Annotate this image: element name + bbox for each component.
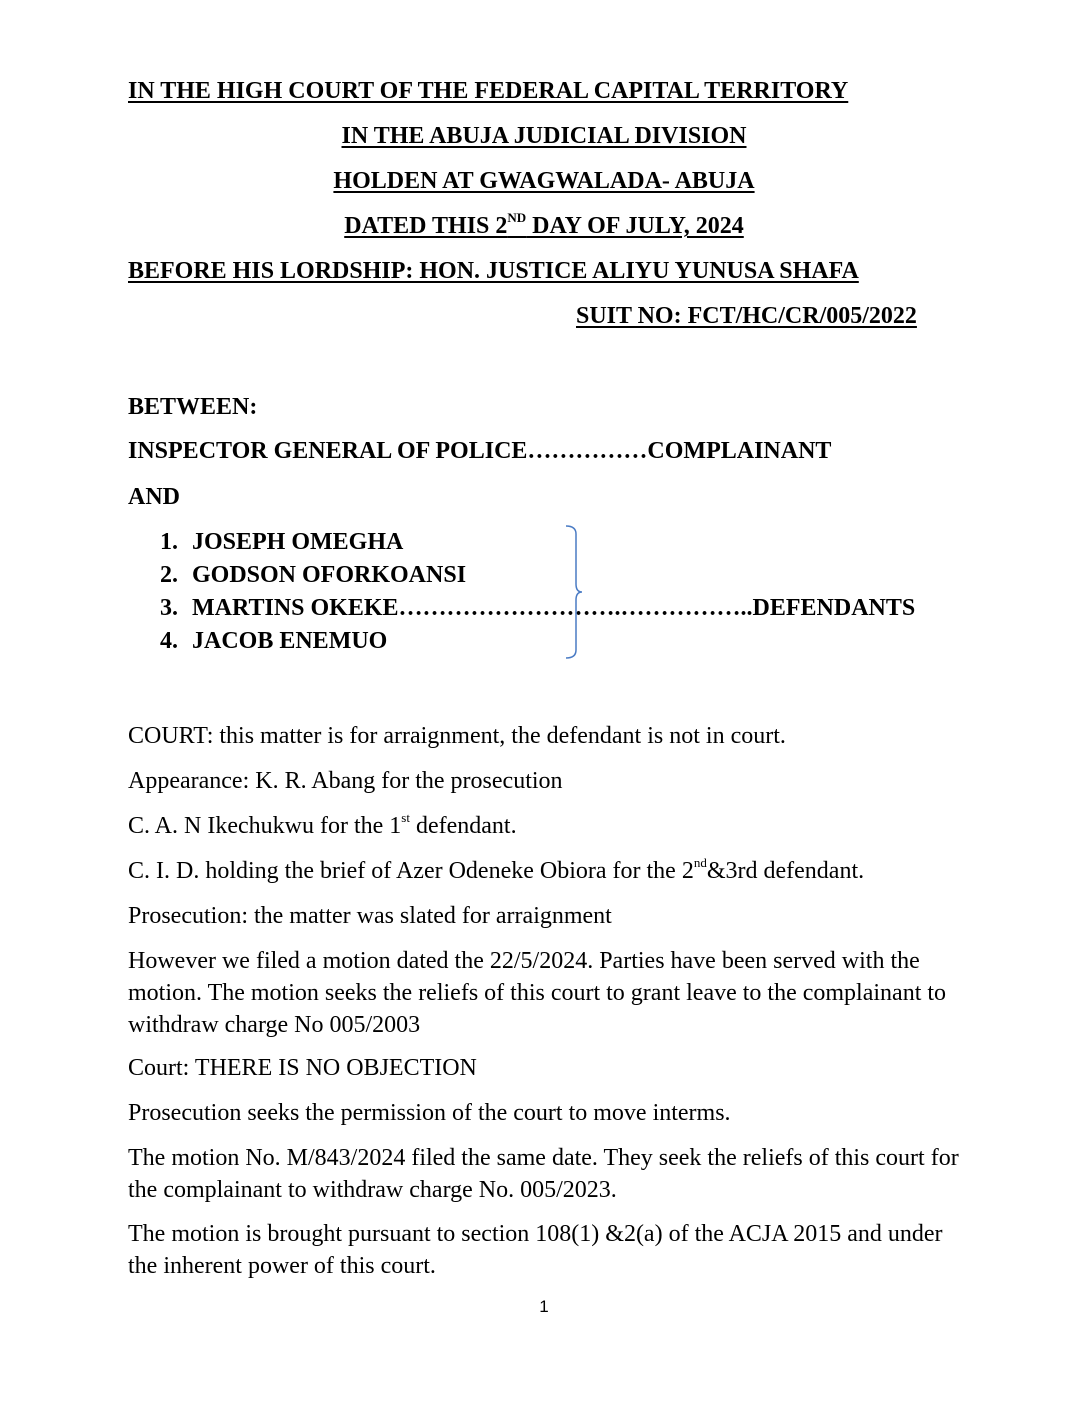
appearance-line: Appearance: K. R. Abang for the prosecution [128, 768, 563, 794]
defendants-list [160, 526, 915, 658]
and-label: AND [128, 484, 180, 510]
before-heading: BEFORE HIS LORDSHIP: HON. JUSTICE ALIYU YUNUSA SHAFA [128, 258, 859, 284]
motion-paragraph: However we filed a motion dated the 22/5/2024. Parties have been served with the motion. The motion seeks the reliefs of this court to grant leave to the complainant to withdraw charge No 005/2003 [128, 948, 947, 1038]
page-number: 1 [539, 1297, 549, 1316]
second-third-defendant-counsel: C. I. D. holding the brief of Azer Odeneke Obiora for the 2nd&3rd defendant. [128, 855, 865, 884]
dated-suffix: DAY OF JULY, 2024 [526, 213, 744, 239]
holden-heading: HOLDEN AT GWAGWALADA- ABUJA [333, 168, 755, 194]
complainant-line: INSPECTOR GENERAL OF POLICE……………COMPLAINANT [128, 438, 832, 464]
dated-heading [0, 211, 1088, 241]
prosecution-permission: Prosecution seeks the permission of the court to move interms. [128, 1100, 731, 1126]
first-defendant-counsel: C. A. N Ikechukwu for the 1st defendant. [128, 810, 517, 839]
division-heading: IN THE ABUJA JUDICIAL DIVISION [341, 123, 747, 149]
list-item: 3. MARTINS OKEKE……………………….……………..DEFENDANTS [160, 595, 916, 621]
court-remark: COURT: this matter is for arraignment, the defendant is not in court. [128, 723, 786, 749]
prosecution-statement: Prosecution: the matter was slated for arraignment [128, 903, 612, 929]
list-item: 4. JACOB ENEMUO [160, 628, 388, 654]
right-brace-icon [560, 522, 586, 662]
list-item: 2. GODSON OFORKOANSI [160, 562, 467, 588]
suit-number: SUIT NO: FCT/HC/CR/005/2022 [576, 303, 917, 329]
court-no-objection: Court: THERE IS NO OBJECTION [128, 1055, 477, 1081]
dated-prefix: DATED THIS 2 [344, 213, 508, 239]
dated-superscript: ND [507, 210, 527, 225]
court-heading: IN THE HIGH COURT OF THE FEDERAL CAPITAL TERRITORY [128, 78, 849, 104]
pursuant-paragraph: The motion is brought pursuant to section 108(1) &2(a) of the ACJA 2015 and under the inherent power of this court. [128, 1221, 943, 1279]
list-item: 1. JOSEPH OMEGHA [160, 529, 404, 555]
between-label: BETWEEN: [128, 394, 258, 420]
motion-number-paragraph: The motion No. M/843/2024 filed the same date. They seek the reliefs of this court for the complainant to withdraw charge No. 005/2023. [128, 1145, 959, 1203]
